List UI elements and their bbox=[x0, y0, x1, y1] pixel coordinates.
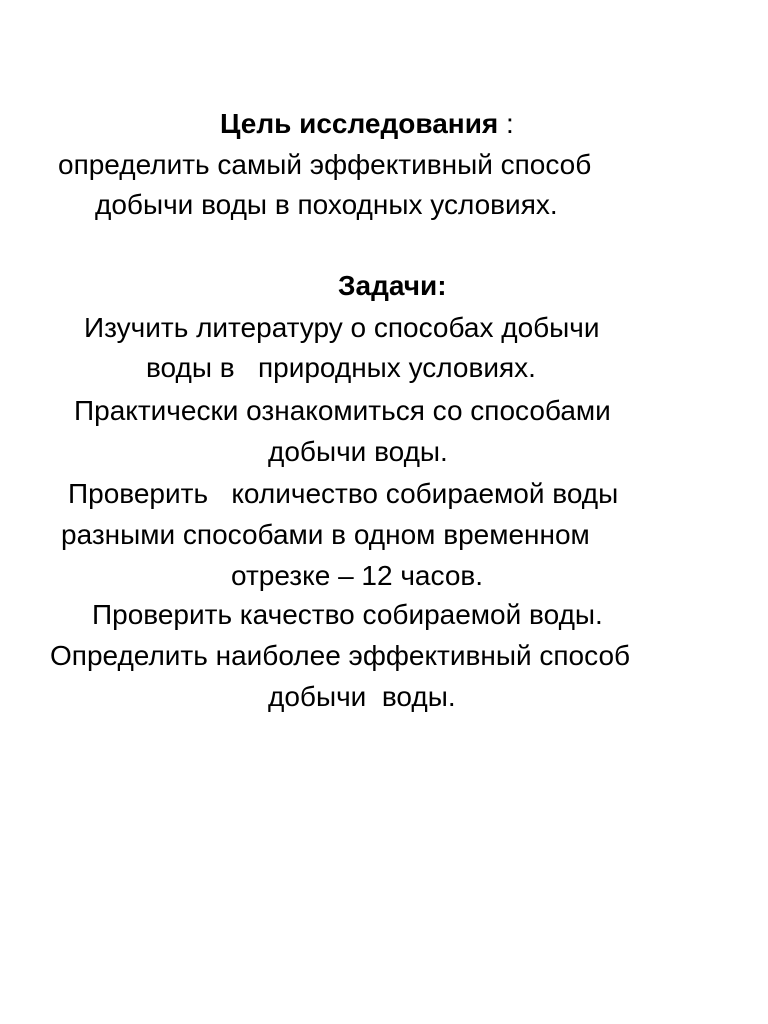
goal-text-line-2: добычи воды в походных условиях. bbox=[95, 189, 558, 220]
task-line-8: Проверить качество собираемой воды. bbox=[92, 599, 603, 630]
goal-heading: Цель исследования bbox=[220, 108, 499, 139]
task-line-1: Изучить литературу о способах добычи bbox=[84, 312, 600, 343]
task-line-9: Определить наиболее эффективный способ bbox=[50, 640, 631, 671]
task-line-3: Практически ознакомиться со способами bbox=[74, 395, 611, 426]
goal-heading-line bbox=[220, 106, 514, 142]
task-line-7: отрезке – 12 часов. bbox=[231, 560, 484, 591]
goal-text-line-1: определить самый эффективный способ bbox=[58, 149, 592, 180]
task-line-5: Проверить количество собираемой воды bbox=[68, 478, 619, 509]
task-line-6: разными способами в одном временном bbox=[61, 519, 590, 550]
goal-heading-colon: : bbox=[498, 108, 514, 139]
task-line-10: добычи воды. bbox=[268, 681, 456, 712]
task-line-2: воды в природных условиях. bbox=[146, 352, 536, 383]
tasks-heading: Задачи: bbox=[338, 270, 447, 301]
task-line-4: добычи воды. bbox=[268, 436, 448, 467]
